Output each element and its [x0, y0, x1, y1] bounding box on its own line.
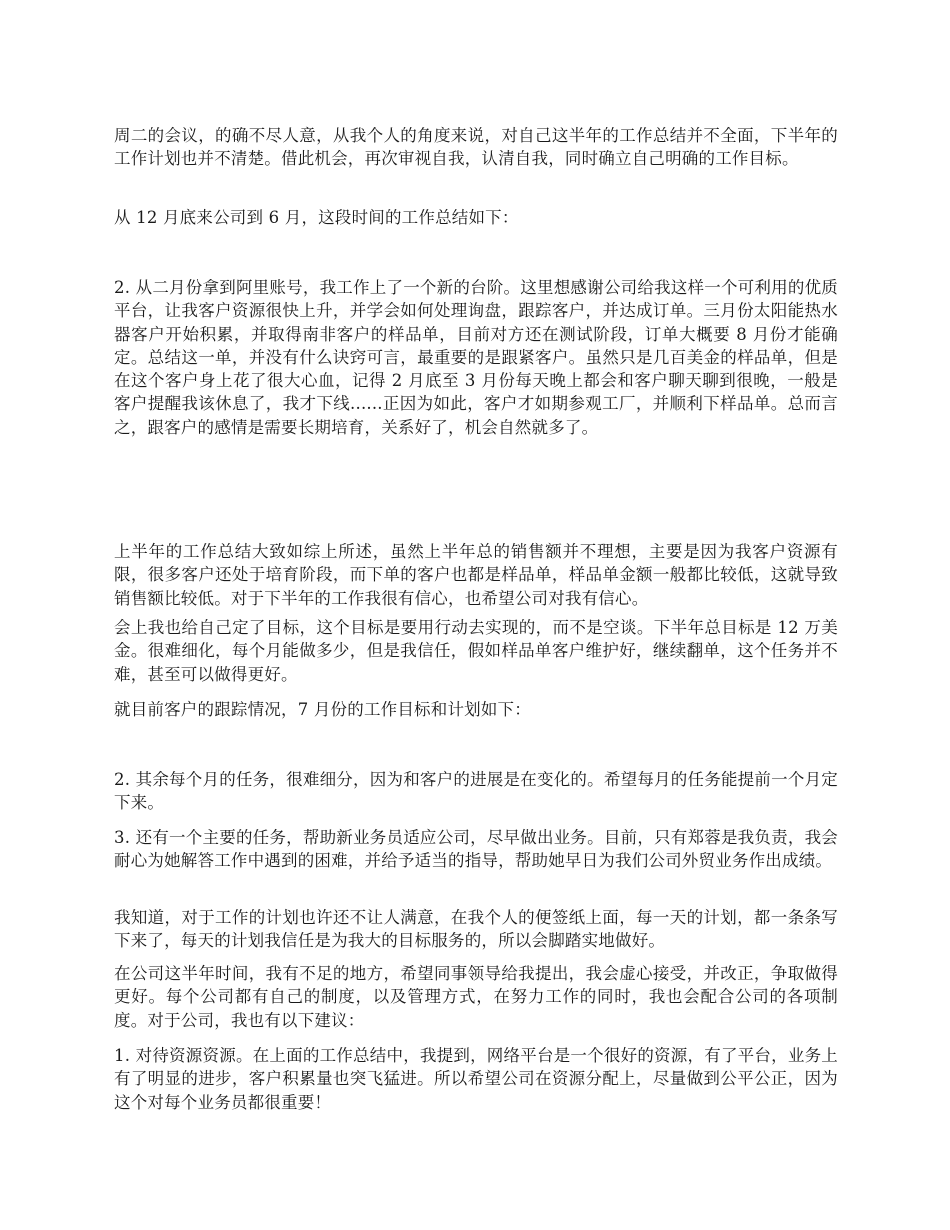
paragraph-half-year-summary: 上半年的工作总结大致如综上所述，虽然上半年总的销售额并不理想，主要是因为我客户资源有限，很多客户还处于培育阶段，而下单的客户也都是样品单，样品单金额一般都比较低，这就导致销售额比较低。对于下半年的工作我很有信心，也希望公司对我有信心。 — [114, 542, 838, 608]
paragraph-suggestions-intro: 在公司这半年时间，我有不足的地方，希望同事领导给我提出，我会虚心接受，并改正，争取做得更好。每个公司都有自己的制度，以及管理方式，在努力工作的同时，我也会配合公司的各项制度。对于公司，我也有以下建议： — [114, 964, 838, 1030]
paragraph-goal: 会上我也给自己定了目标，这个目标是要用行动去实现的，而不是空谈。下半年总目标是 12 万美金。很难细化，每个月能做多少，但是我信任，假如样品单客户维护好，继续翻单，这个任务并不难，甚至可以做得更好。 — [114, 618, 838, 684]
paragraph-july-plan-intro: 就目前客户的跟踪情况，7 月份的工作目标和计划如下： — [114, 700, 531, 719]
paragraph-meeting-intro: 周二的会议，的确不尽人意，从我个人的角度来说，对自己这半年的工作总结并不全面，下半年的工作计划也并不清楚。借此机会，再次审视自我，认清自我，同时确立自己明确的工作目标。 — [114, 126, 838, 169]
paragraph-suggestion-1: 1. 对待资源资源。在上面的工作总结中，我提到，网络平台是一个很好的资源，有了平台，业务上有了明显的进步，客户积累量也突飞猛进。所以希望公司在资源分配上，尽量做到公平公正，因为这个对每个业务员都很重要！ — [114, 1046, 838, 1112]
paragraph-plan-item-2: 2. 其余每个月的任务，很难细分，因为和客户的进展是在变化的。希望每月的任务能提前一个月定下来。 — [114, 770, 838, 813]
paragraph-item-2-alibaba: 2. 从二月份拿到阿里账号，我工作上了一个新的台阶。这里想感谢公司给我这样一个可利用的优质平台，让我客户资源很快上升，并学会如何处理询盘，跟踪客户，并达成订单。三月份太阳能热水器客户开始积累，并取得南非客户的样品单，目前对方还在测试阶段，订单大概要 8 月份才能确定。总结这一单，并没有什么诀窍可言，最重要的是跟紧客户。虽然只是几百美金的样品单，但是在这个客户身上花了很大心血，记得 2 月底至 3 月份每天晚上都会和客户聊天聊到很晚，一般是客户提醒我该休息了，我才下线......正因为如此，客户才如期参观工厂，并顺利下样品单。总而言之，跟客户的感情是需要长期培育，关系好了，机会自然就多了。 — [114, 278, 838, 437]
paragraph-summary-intro: 从 12 月底来公司到 6 月，这段时间的工作总结如下： — [114, 208, 519, 227]
paragraph-daily-plan: 我知道，对于工作的计划也许还不让人满意，在我个人的便签纸上面，每一天的计划，都一条条写下来了，每天的计划我信任是为我大的目标服务的，所以会脚踏实地做好。 — [114, 908, 838, 951]
paragraph-plan-item-3: 3. 还有一个主要的任务，帮助新业务员适应公司，尽早做出业务。目前，只有郑蓉是我负责，我会耐心为她解答工作中遇到的困难，并给予适当的指导，帮助她早日为我们公司外贸业务作出成绩。 — [114, 828, 838, 871]
